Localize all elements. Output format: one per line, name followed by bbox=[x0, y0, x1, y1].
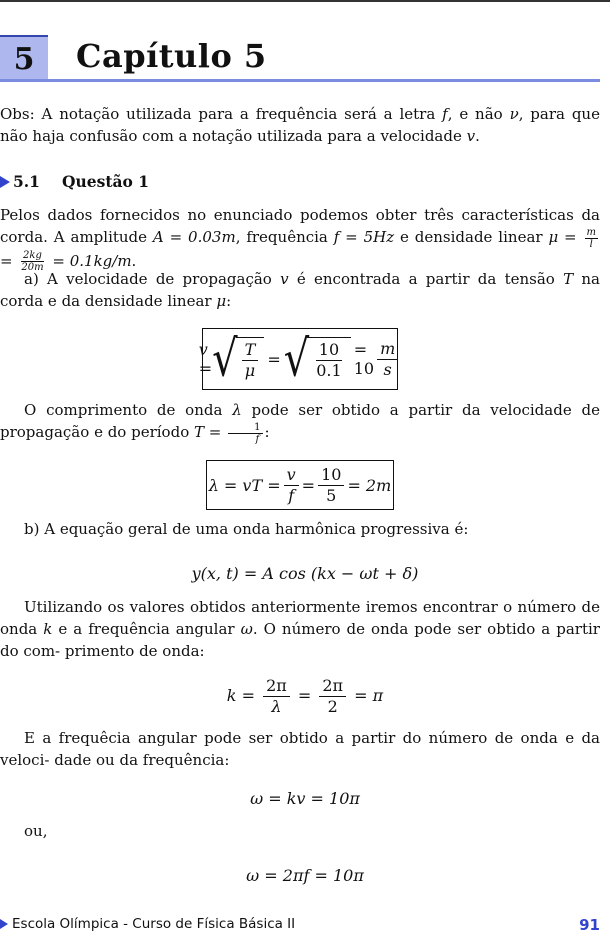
symbol-mu: μ bbox=[216, 292, 227, 310]
mu-symbol: μ = bbox=[548, 228, 577, 246]
obs-dot: . bbox=[475, 127, 480, 145]
wave-equation bbox=[0, 564, 610, 583]
fraction bbox=[313, 340, 344, 381]
frac-den: l bbox=[589, 238, 593, 250]
colon: : bbox=[226, 292, 232, 310]
eq-rhs: = π bbox=[354, 686, 384, 705]
sqrt-10-01 bbox=[283, 330, 351, 388]
equals: = bbox=[52, 251, 65, 270]
p6-text-1: E a frequêcia angular pode ser obtido a partir do número de onda e da veloci- bbox=[0, 729, 600, 769]
fraction-1-f bbox=[228, 422, 262, 445]
frac-num: 1 bbox=[228, 422, 262, 434]
fraction-10-5 bbox=[318, 465, 344, 506]
p5-text-3: . O número de onda pode ser obtido a partir do com- bbox=[0, 620, 600, 660]
p1-text-2: A amplitude bbox=[53, 228, 153, 246]
frac-num: 10 bbox=[318, 465, 344, 486]
p5-text-2: e a frequência angular bbox=[58, 620, 235, 638]
symbol-nu: ν bbox=[509, 105, 519, 123]
frac-den: 2 bbox=[327, 697, 338, 716]
p2-text-4: da densidade linear bbox=[61, 292, 212, 310]
wavelength-equation-box bbox=[206, 460, 394, 510]
radical-sign: √ bbox=[212, 330, 238, 388]
fraction-2pi-2 bbox=[319, 676, 346, 717]
omega-equation-2 bbox=[0, 866, 610, 885]
p1-text-3: , frequência bbox=[235, 228, 334, 246]
density-value: 0.1kg/m bbox=[69, 251, 132, 270]
eq-lhs: v = bbox=[198, 340, 213, 378]
symbol-v: v bbox=[280, 270, 289, 288]
frac-num: m bbox=[586, 226, 596, 238]
symbol-T: T = bbox=[194, 423, 222, 441]
footer-text: Escola Olímpica - Curso de Física Básica II bbox=[12, 916, 296, 932]
omega-equation-1 bbox=[0, 789, 610, 808]
omega-equation-1-text: ω = kv = 10π bbox=[250, 789, 360, 808]
wave-equation-intro: b) A equação geral de uma onda harmônica progressiva é: bbox=[24, 520, 469, 538]
equals: = bbox=[267, 349, 281, 369]
frac-den: f bbox=[288, 485, 295, 505]
colon: : bbox=[264, 423, 270, 441]
radical-sign: √ bbox=[283, 330, 310, 388]
wave-number-paragraph bbox=[0, 596, 600, 662]
frac-num: T bbox=[242, 340, 259, 361]
p1-text-1: Pelos dados fornecidos no enunciado podemos obter três características da corda. bbox=[0, 206, 600, 246]
p3-text-3: e do período bbox=[94, 423, 190, 441]
frac-num: 2kg bbox=[23, 250, 42, 261]
obs-text-3: , para que não bbox=[0, 105, 600, 145]
frac-den: 20m bbox=[21, 262, 44, 273]
data-paragraph bbox=[0, 204, 600, 273]
p2-text-3: na corda e bbox=[0, 270, 600, 310]
p2-text-1: a) A velocidade de propagação bbox=[24, 270, 272, 288]
symbol-f: f bbox=[442, 105, 448, 123]
frac-num: v bbox=[284, 465, 299, 486]
p5-text-1: Utilizando os valores obtidos anteriormente iremos encontrar o número de onda bbox=[0, 598, 600, 638]
frequency-value: f = 5Hz bbox=[333, 228, 395, 246]
symbol-v: v bbox=[466, 127, 476, 145]
fraction-m-l bbox=[585, 227, 598, 250]
equals: = bbox=[297, 686, 312, 705]
top-rule bbox=[0, 0, 610, 2]
section-heading bbox=[0, 172, 149, 191]
symbol-omega: ω bbox=[240, 620, 253, 638]
frac-num: 10 bbox=[316, 340, 342, 361]
ou-text: ou, bbox=[24, 822, 48, 840]
p1-text-4: e densidade linear bbox=[394, 228, 549, 246]
fraction-2pi-lambda bbox=[263, 676, 290, 717]
wave-number-equation bbox=[0, 676, 610, 717]
page-number: 91 bbox=[579, 916, 600, 934]
chapter-title: Capítulo 5 bbox=[76, 37, 267, 75]
frac-den: 0.1 bbox=[316, 361, 342, 380]
amplitude-value: A = 0.03m bbox=[152, 228, 236, 246]
equals: = bbox=[0, 251, 13, 270]
wavelength-paragraph bbox=[0, 399, 600, 445]
symbol-k: k bbox=[43, 620, 53, 638]
section-title: Questão 1 bbox=[61, 172, 150, 191]
section-number: 5.1 bbox=[13, 172, 40, 191]
obs-text-4: haja confusão com a notação utilizada para a velocidade bbox=[32, 127, 462, 145]
frac-num: m bbox=[377, 339, 398, 360]
triangle-bullet-icon bbox=[0, 176, 10, 188]
frac-den: s bbox=[383, 359, 392, 379]
chapter-rule bbox=[0, 79, 600, 82]
eq-lhs: k = bbox=[226, 686, 255, 705]
p6-text-2: dade ou da frequência: bbox=[54, 751, 230, 769]
period: . bbox=[131, 251, 137, 270]
obs-text-1: Obs: A notação utilizada para a frequência será a letra bbox=[0, 105, 436, 123]
angular-frequency-paragraph bbox=[0, 727, 600, 771]
eq-rhs: = 2m bbox=[347, 475, 392, 495]
p3-text-1: O comprimento de onda bbox=[24, 401, 223, 419]
frac-num: 2π bbox=[319, 676, 346, 697]
page-footer bbox=[0, 916, 600, 936]
equals: = bbox=[301, 475, 316, 495]
chapter-header bbox=[0, 35, 600, 81]
fraction bbox=[242, 340, 259, 381]
frac-den: λ bbox=[271, 697, 282, 716]
fraction-m-s bbox=[377, 339, 398, 380]
velocity-equation-box bbox=[198, 328, 398, 390]
obs-text-2: , e não bbox=[447, 105, 503, 123]
frac-den: μ bbox=[244, 361, 256, 380]
frac-den: 5 bbox=[326, 485, 337, 505]
velocity-paragraph bbox=[0, 268, 600, 312]
p3-text-2: pode ser obtido a partir da velocidade de propagação bbox=[0, 401, 600, 441]
sqrt-T-mu bbox=[212, 330, 264, 388]
footer-triangle-icon bbox=[0, 919, 8, 929]
frac-num: 2π bbox=[263, 676, 290, 697]
omega-equation-2-text: ω = 2πf = 10π bbox=[246, 866, 364, 885]
equals-result: = 10 bbox=[353, 340, 375, 378]
chapter-number: 5 bbox=[0, 35, 48, 81]
fraction-v-f bbox=[284, 465, 299, 506]
symbol-lambda: λ bbox=[232, 401, 242, 419]
symbol-T: T bbox=[563, 270, 574, 288]
obs-paragraph bbox=[0, 103, 600, 147]
wave-equation-text: y(x, t) = A cos (kx − ωt + δ) bbox=[191, 564, 419, 583]
eq-lhs: λ = vT = bbox=[208, 475, 281, 495]
p2-text-2: é encontrada a partir da tensão bbox=[296, 270, 555, 288]
p5-text-4: primento de onda: bbox=[64, 642, 205, 660]
frac-den: f bbox=[255, 433, 260, 445]
